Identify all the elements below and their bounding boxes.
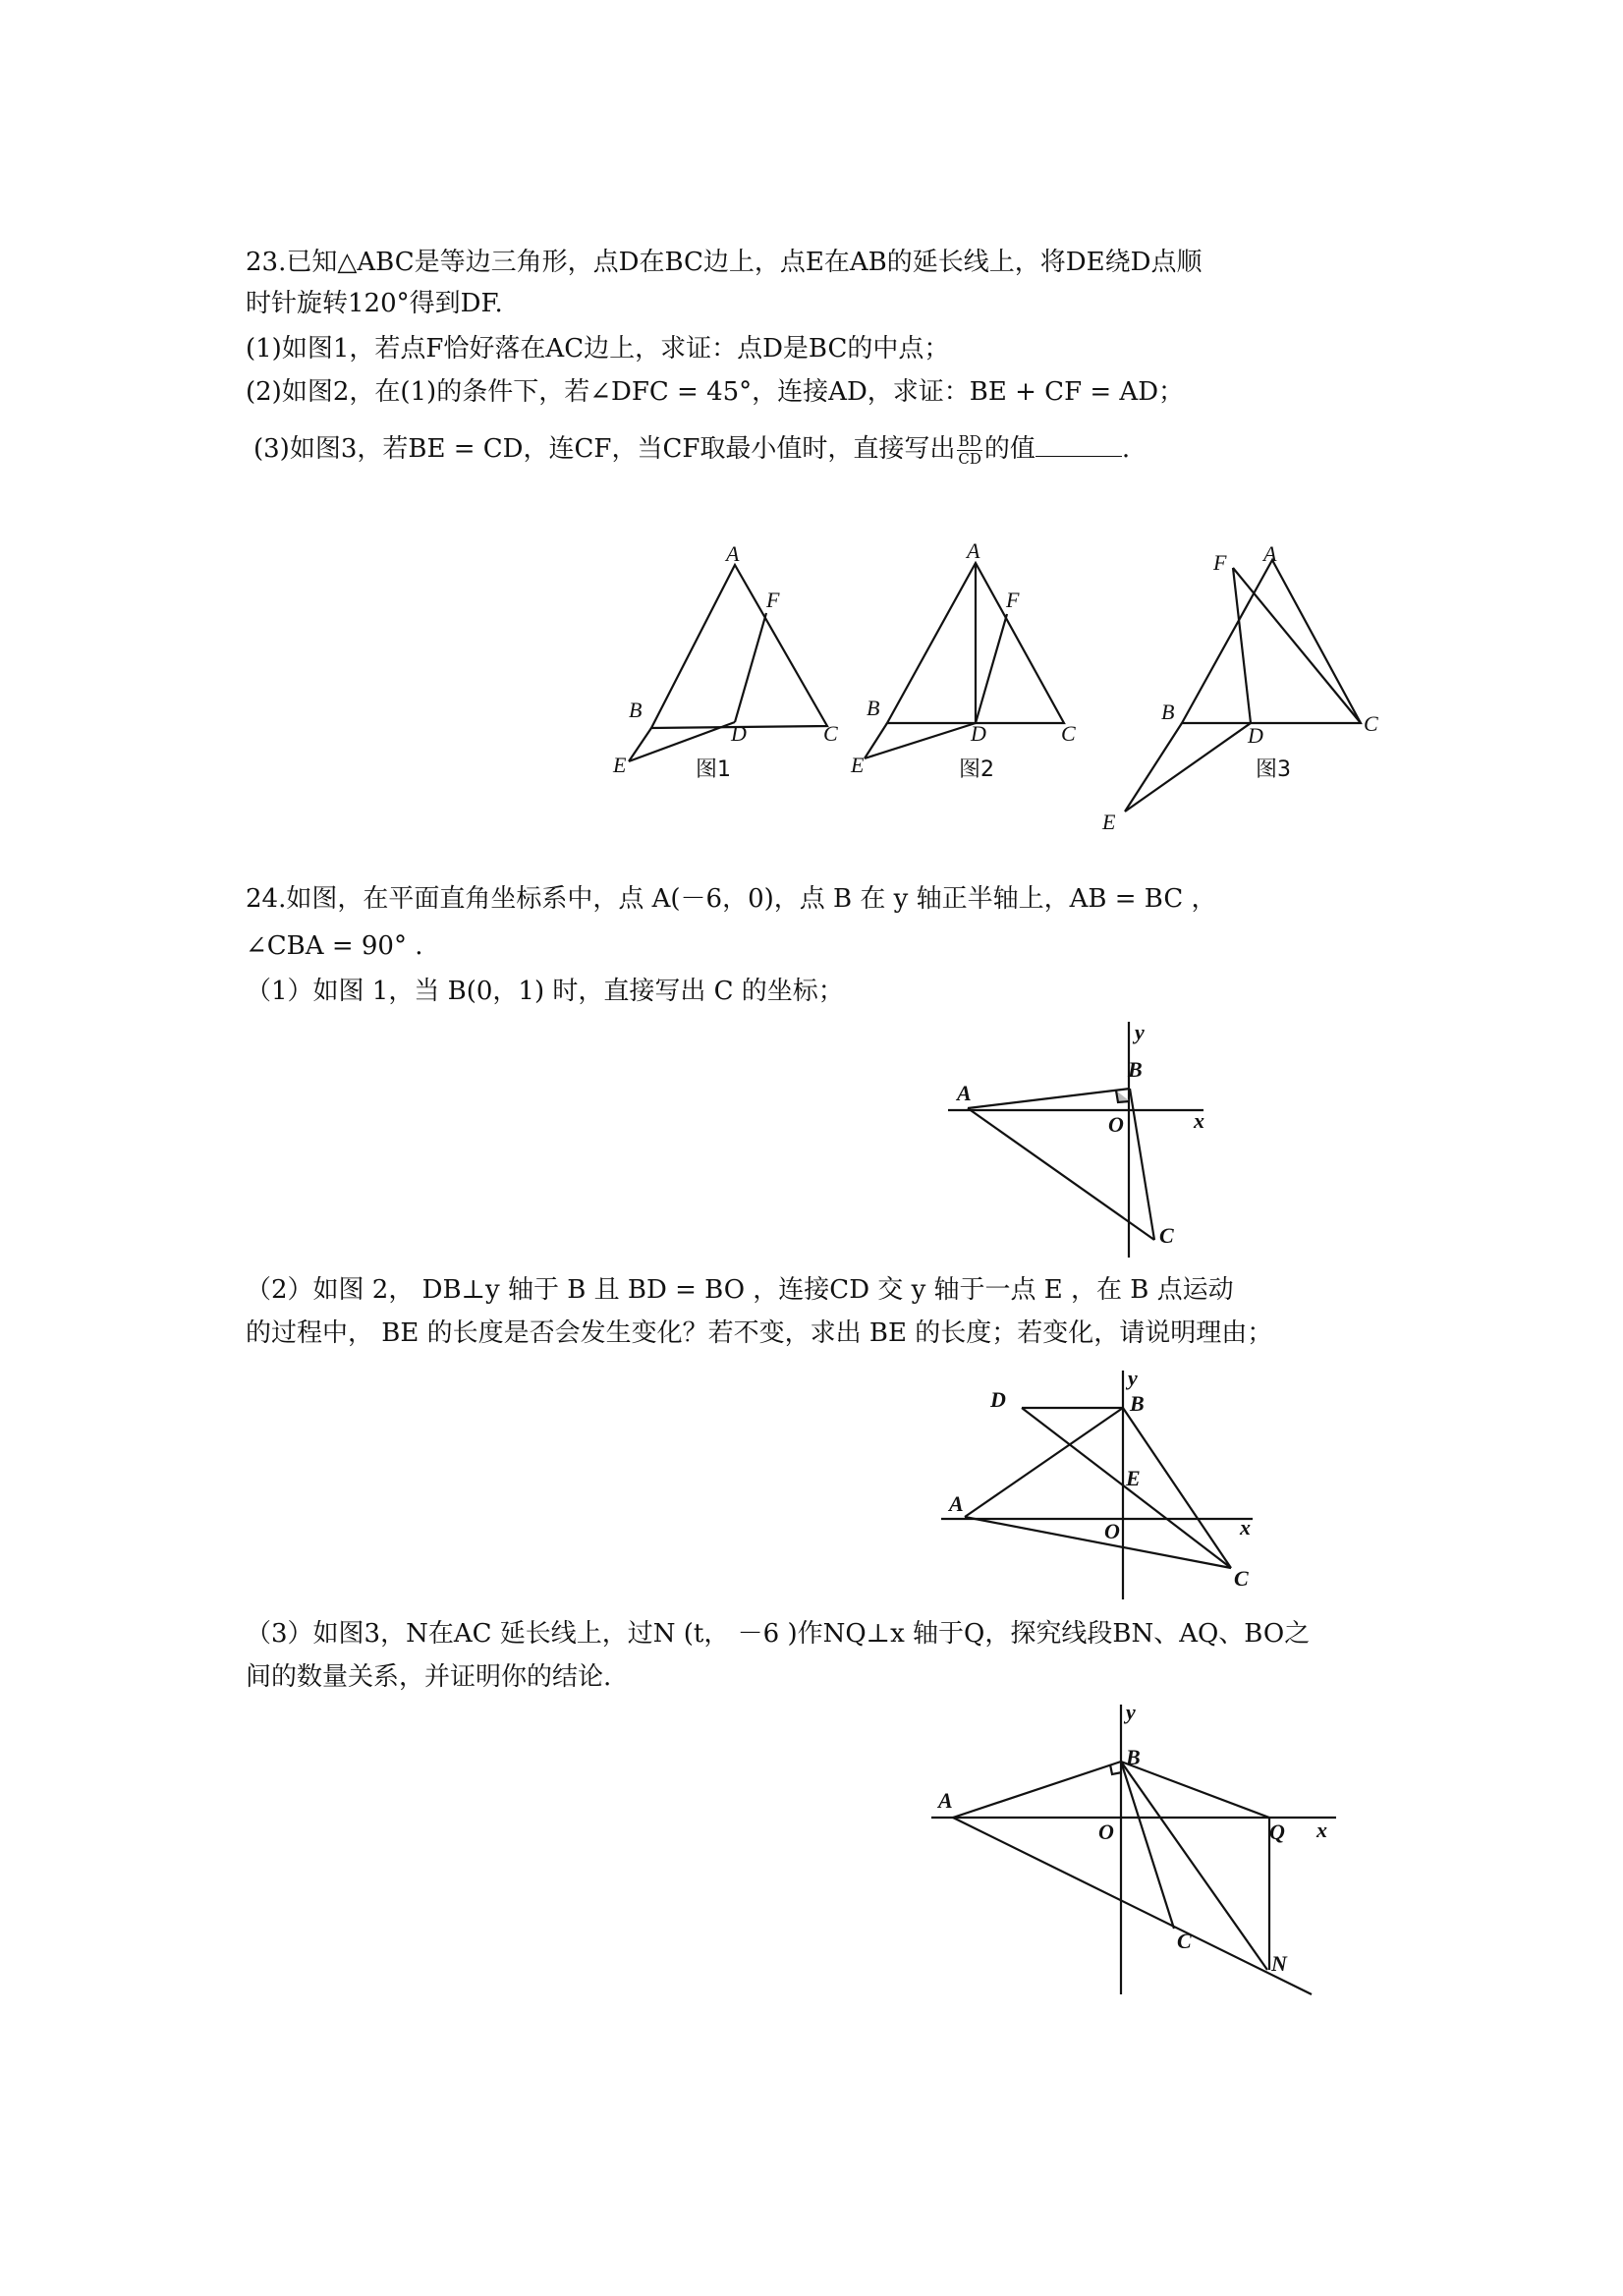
q24-fig2-lines	[941, 1371, 1253, 1599]
q23-intro-line-1: 23.已知△ABC是等边三角形，点D在BC边上，点E在AB的延长线上，将DE绕D点顺	[246, 248, 1203, 277]
fig1-label-B: B	[629, 698, 643, 722]
fig1-caption: 图1	[696, 757, 731, 782]
q24-part-2-line-1: （2）如图 2， DB⊥y 轴于 B 且 BD = BO ，连接CD 交 y 轴于一点 E ，在 B 点运动	[246, 1275, 1234, 1305]
fig3-label-E: E	[1102, 810, 1116, 834]
fig2-label-F: F	[1006, 588, 1020, 612]
q24-fig3-label-Q: Q	[1269, 1820, 1285, 1844]
q24-fig2-label-B: B	[1130, 1391, 1145, 1416]
q23-part-2: (2)如图2，在(1)的条件下，若∠DFC = 45°，连接AD，求证：BE + CF = AD；	[246, 377, 1185, 407]
q24-fig2-label-D: D	[990, 1387, 1006, 1412]
q24-fig3-label-x: x	[1316, 1818, 1327, 1842]
q24-fig1-label-y: y	[1135, 1020, 1145, 1044]
fig3-lines	[1125, 560, 1361, 812]
fig1-label-A: A	[726, 541, 740, 566]
q24-fig2-label-C: C	[1234, 1566, 1249, 1591]
fig2-lines	[865, 563, 1064, 758]
q24-fig3-label-A: A	[938, 1788, 953, 1813]
fig1-lines	[629, 565, 827, 761]
q24-fig2-label-A: A	[949, 1491, 964, 1516]
q24-part-3-line-2: 间的数量关系，并证明你的结论.	[246, 1662, 612, 1692]
fig3-label-B: B	[1161, 700, 1175, 724]
q24-fig3-label-N: N	[1271, 1951, 1287, 1976]
fig3-caption: 图3	[1256, 757, 1291, 782]
fig1-label-D: D	[731, 721, 747, 746]
q24-fig2-label-O: O	[1104, 1519, 1120, 1543]
fig2-label-A: A	[967, 538, 980, 563]
fig3-label-A: A	[1263, 541, 1277, 566]
q24-intro-line-2: ∠CBA = 90° .	[246, 931, 423, 961]
q24-fig2-label-y: y	[1128, 1366, 1138, 1390]
q24-fig2-label-x: x	[1240, 1515, 1251, 1540]
q24-fig1-label-B: B	[1128, 1057, 1143, 1082]
q24-fig1-label-x: x	[1194, 1108, 1204, 1133]
fig3-label-F: F	[1213, 550, 1227, 575]
fig2-label-D: D	[971, 721, 986, 746]
fig2-label-E: E	[851, 753, 865, 777]
fig3-label-D: D	[1248, 723, 1263, 748]
q24-fig3-label-O: O	[1098, 1820, 1114, 1844]
q24-fig1-lines	[948, 1022, 1203, 1258]
fraction-denominator: CD	[958, 449, 981, 468]
q24-fig3-label-C: C	[1177, 1929, 1192, 1953]
q24-fig2-label-E: E	[1126, 1466, 1141, 1490]
q23-intro-line-2: 时针旋转120°得到DF.	[246, 289, 503, 318]
q24-part-3-line-1: （3）如图3，N在AC 延长线上，过N (t， －6 )作NQ⊥x 轴于Q，探究线段BN、AQ、BO之	[246, 1619, 1311, 1649]
fig2-label-C: C	[1061, 721, 1076, 746]
q24-intro-line-1: 24.如图，在平面直角坐标系中，点 A(－6，0)，点 B 在 y 轴正半轴上，AB = BC ，	[246, 884, 1217, 914]
q24-part-1: （1）如图 1，当 B(0，1) 时，直接写出 C 的坐标；	[246, 977, 844, 1006]
fig3-label-C: C	[1364, 711, 1378, 736]
q24-part-2-line-2: 的过程中， BE 的长度是否会发生变化？若不变，求出 BE 的长度；若变化，请说明理由；	[246, 1318, 1273, 1348]
fig2-caption: 图2	[959, 757, 994, 782]
fraction-numerator: BD	[958, 431, 981, 450]
q24-fig1-label-C: C	[1159, 1223, 1174, 1248]
q24-fig1-label-O: O	[1108, 1112, 1124, 1137]
q24-fig3-label-B: B	[1126, 1745, 1141, 1769]
q23-part-3-end: .	[1121, 434, 1131, 464]
fig1-label-C: C	[823, 721, 838, 746]
q23-part-3-value-label: 的值	[983, 434, 1035, 464]
fig1-label-F: F	[766, 588, 780, 612]
q24-fig1-label-A: A	[957, 1081, 972, 1105]
q23-part-1: (1)如图1，若点F恰好落在AC边上，求证：点D是BC的中点；	[246, 334, 950, 364]
q24-fig3-label-y: y	[1126, 1700, 1136, 1724]
q23-part-3-text: (3)如图3，若BE = CD，连CF，当CF取最小值时，直接写出	[253, 434, 956, 464]
fig2-label-B: B	[867, 696, 880, 720]
fig1-label-E: E	[613, 753, 627, 777]
